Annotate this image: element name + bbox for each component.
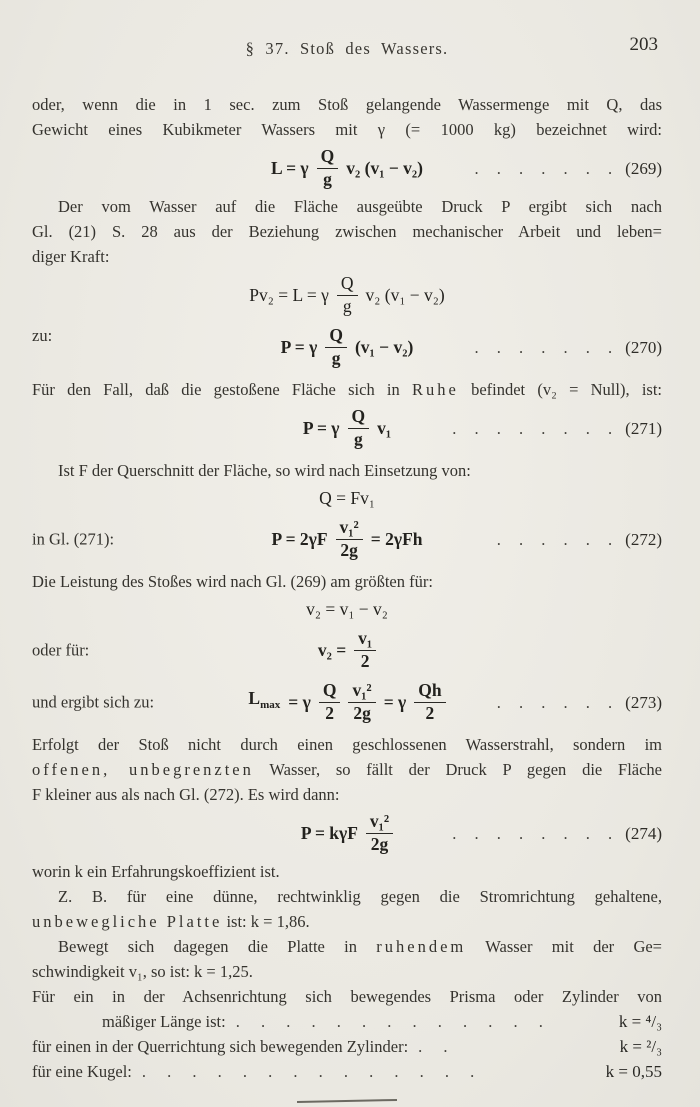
equation-body: Pv₂ = L = γ $\frac{Q}{g}$ v₂ (v₁ − v₂): [249, 273, 445, 316]
dot-leader: . . . . . . . . . . . . .: [235, 1012, 543, 1031]
equation-number: (272): [625, 529, 662, 549]
equation-body: Q = Fv₁: [319, 487, 375, 508]
page-number: 203: [629, 34, 658, 55]
dot-leader: . . . . . .: [496, 692, 614, 712]
paragraph-querschnitt: Ist F der Querschnitt der Fläche, so wird nach Einsetzung von:: [58, 461, 471, 480]
text-line: Z. B. für eine dünne, rechtwinklig gegen die Stromrichtung gehaltene,: [58, 887, 662, 906]
text-line: Gl. (21) S. 28 aus der Beziehung zwischen mechanischer Arbeit und leben=: [32, 222, 662, 241]
coefficient-value: k = ⁴/₃: [618, 1012, 662, 1031]
text-line: schwindigkeit v₁, so ist: k = 1,25.: [32, 962, 253, 981]
equation-v2-v1-v2: [32, 594, 662, 624]
equation-number: (271): [625, 418, 662, 438]
paragraph-ruhe: Für den Fall, daß die gestoßene Fläche sich in Ruhe befindet (v₂ = Null), ist:: [32, 380, 663, 399]
equation-272: [32, 513, 662, 565]
coefficient-line: für einen in der Querrichtung sich bewegenden Zylinder: . . k = ²/₃: [32, 1034, 662, 1059]
dot-leader: . . . . . . . .: [452, 418, 614, 438]
paragraph-leistung: Die Leistung des Stoßes wird nach Gl. (269) am größten für:: [32, 572, 433, 591]
equation-body: $L_{max}$ = γ $\frac{Q}{2}$ $\frac{\text{v₁²}}{2g}$ = γ $\frac{Qh}{2}$: [248, 681, 445, 723]
emphasized-word: ruhendem: [376, 937, 467, 956]
paragraph-koeffizient: worin k ein Erfahrungskoeffizient ist.: [32, 862, 280, 881]
fraction: $\frac{Q}{g}$: [348, 407, 370, 449]
text-line: diger Kraft:: [32, 247, 110, 266]
text-line: Der vom Wasser auf die Fläche ausgeübte Druck P ergibt sich nach: [58, 197, 662, 216]
section-title: § 37. Stoß des Wassers.: [245, 39, 449, 58]
equation-body: L = γ $\frac{Q}{g}$ v₂ (v₁ − v₂): [271, 146, 423, 189]
dot-leader: . . . . . . . . . . . . . .: [141, 1062, 475, 1081]
fraction: $\frac{\text{v₁²}}{2g}$: [336, 518, 363, 560]
equation-number: (273): [625, 692, 662, 712]
fraction: $\frac{\text{v₁²}}{2g}$: [348, 681, 375, 723]
fraction: $\frac{Q}{g}$: [337, 274, 358, 316]
equation-body: P = 2γF $\frac{\text{v₁²}}{2g}$ = 2γFh: [271, 517, 423, 560]
text-line: offenen, unbegrenzten Wasser, so fällt der Druck P gegen die Fläche: [32, 760, 662, 779]
equation-273: [32, 676, 662, 728]
equation-body: v₂ = $\frac{\text{v₁}}{2}$: [318, 629, 376, 671]
equation-269: [32, 142, 662, 194]
equation-body: v₂ = v₁ − v₂: [306, 598, 388, 619]
text-line: F kleiner aus als nach Gl. (272). Es wird dann:: [32, 785, 340, 804]
equation-lead-in: in Gl. (271):: [32, 529, 115, 549]
equation-number: (270): [625, 337, 662, 357]
emphasized-words: offenen, unbegrenzten: [32, 760, 254, 779]
paragraph-intro: [32, 92, 662, 142]
equation-body: P = γ $\frac{Q}{g}$ (v₁ − v₂): [280, 325, 414, 368]
equation-body: P = γ $\frac{Q}{g}$ v₁: [302, 406, 392, 449]
dot-leader: . . . . . .: [496, 529, 614, 549]
text-line: Gewicht eines Kubikmeter Wassers mit γ (= 1000 kg) bezeichnet wird:: [32, 120, 662, 139]
dot-leader: . . . . . . . .: [452, 823, 614, 843]
fraction: $\frac{\text{v₁}}{2}$: [354, 629, 376, 671]
section-end-rule: [297, 1099, 397, 1103]
paragraph-platte: [32, 884, 662, 934]
equation-body: P = kγF $\frac{\text{v₁²}}{2g}$: [301, 812, 393, 854]
coefficient-line: mäßiger Länge ist: . . . . . . . . . . . . . k = ⁴/₃: [32, 1009, 662, 1034]
paragraph-wasserstrahl: [32, 732, 662, 807]
text-line: Bewegt sich dagegen die Platte in ruhendem Wasser mit der Ge=: [58, 937, 662, 956]
running-header: [32, 36, 662, 62]
dot-leader: . . . . . . .: [474, 337, 614, 357]
equation-lead-in: zu:: [32, 326, 53, 345]
equation-v2-half: [32, 624, 662, 676]
emphasized-words: unbewegliche Platte: [32, 912, 223, 931]
equation-pv2: [32, 269, 662, 321]
coefficient-value: k = 0,55: [605, 1062, 662, 1081]
equation-270: [32, 321, 662, 373]
fraction: $\frac{Q}{2}$: [319, 681, 341, 723]
paragraph-bewegt: [32, 934, 662, 984]
equation-274: [32, 807, 662, 859]
equation-number: (274): [625, 823, 662, 843]
equation-q-fv1: [32, 483, 662, 513]
dot-leader: . .: [418, 1037, 448, 1056]
equation-number: (269): [625, 158, 662, 178]
fraction: $\frac{\text{v₁²}}{2g}$: [366, 812, 393, 854]
emphasized-word: Ruhe: [412, 380, 459, 399]
coefficient-line: für eine Kugel: . . . . . . . . . . . . . . k = 0,55: [32, 1059, 662, 1084]
coefficient-value: k = ²/₃: [619, 1037, 662, 1056]
text-line: Erfolgt der Stoß nicht durch einen geschlossenen Wasserstrahl, sondern im: [32, 735, 662, 754]
equation-lead-in: und ergibt sich zu:: [32, 692, 155, 712]
paragraph-prisma: Für ein in der Achsenrichtung sich bewegendes Prisma oder Zylinder von: [32, 987, 662, 1006]
fraction: $\frac{Qh}{2}$: [414, 681, 445, 723]
text-line: unbewegliche Platte ist: k = 1,86.: [32, 912, 310, 931]
dot-leader: . . . . . . .: [474, 158, 614, 178]
paragraph-druck: [32, 194, 662, 269]
text-line: oder, wenn die in 1 sec. zum Stoß gelangende Wassermenge mit Q, das: [32, 95, 662, 114]
fraction: $\frac{Q}{g}$: [317, 147, 339, 189]
subscript-max: max: [260, 699, 281, 711]
equation-lead-in: oder für:: [32, 640, 90, 660]
equation-271: [32, 402, 662, 454]
fraction: $\frac{Q}{g}$: [325, 326, 347, 368]
